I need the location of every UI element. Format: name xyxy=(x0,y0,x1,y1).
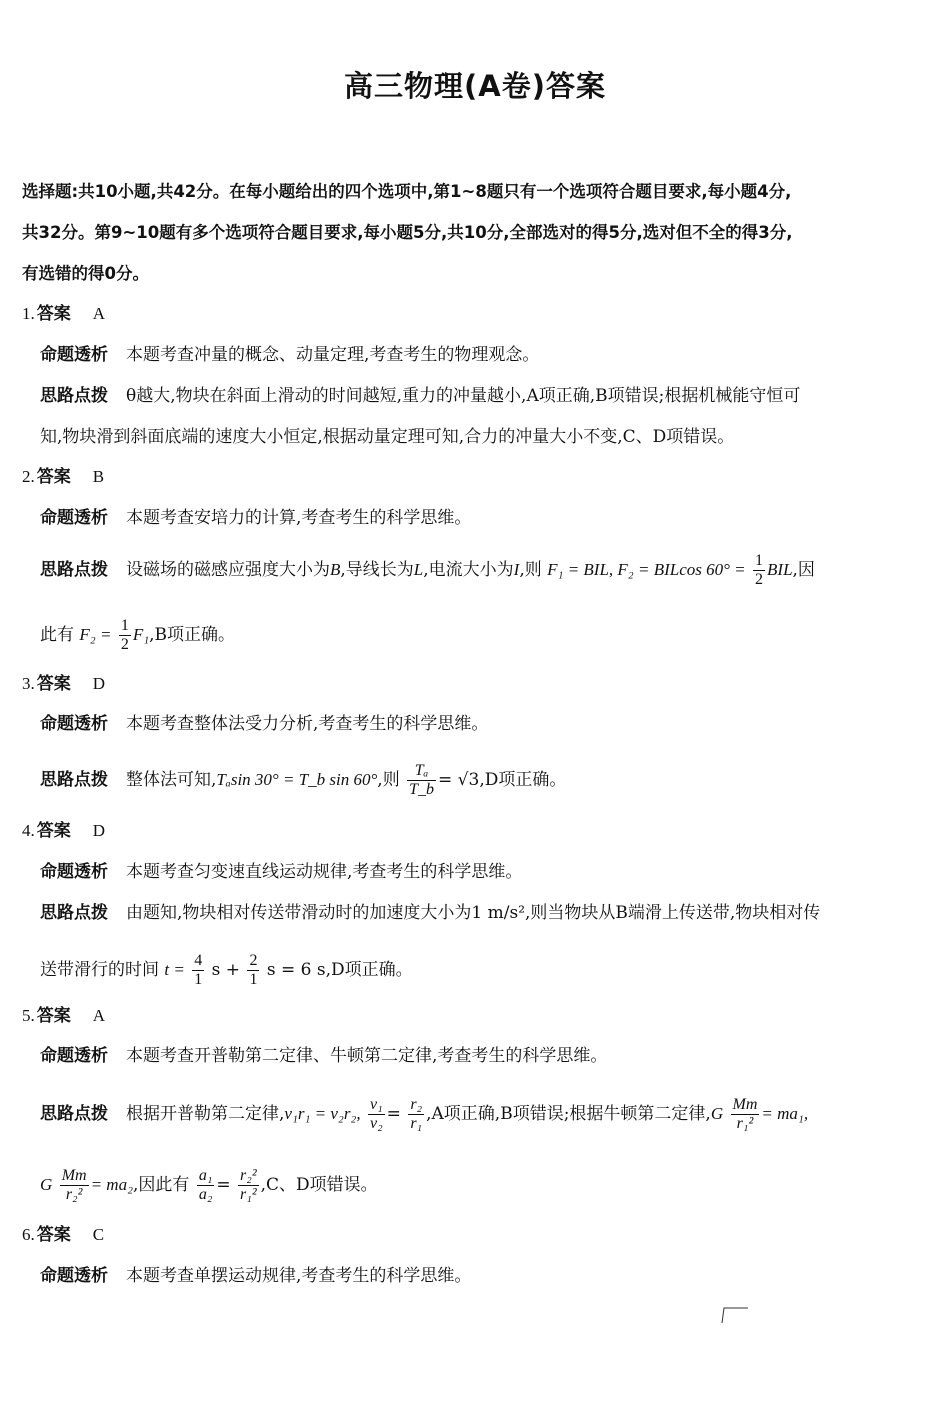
question-5-header xyxy=(22,1004,105,1028)
fraction-denominator: r₁ xyxy=(410,1115,423,1132)
fraction-denominator: a₂ xyxy=(198,1186,213,1203)
hint-label: 思路点拨 xyxy=(40,1104,108,1124)
question-3-analysis xyxy=(40,712,488,736)
fraction-denominator: 2 xyxy=(755,571,764,588)
formula: = ma₁, xyxy=(761,1104,809,1123)
fraction xyxy=(197,1167,215,1204)
formula: BIL xyxy=(767,560,793,579)
symbol-b: B xyxy=(330,560,341,579)
intro-line-2: 共32分。第9~10题有多个选项符合题目要求,每小题5分,共10分,全部选对的得5分,选对但不全的得3分, xyxy=(22,223,793,242)
fraction xyxy=(238,1167,259,1204)
formula: G xyxy=(710,1104,724,1123)
analysis-text: 本题考查匀变速直线运动规律,考查考生的科学思维。 xyxy=(126,862,523,882)
formula: F₂ = xyxy=(79,625,112,644)
fraction xyxy=(192,952,204,989)
answer-label: 答案 xyxy=(36,304,71,324)
fraction xyxy=(368,1096,385,1133)
hint-text: ,D项正确。 xyxy=(325,960,413,980)
question-4-hint-cont xyxy=(40,952,413,989)
hint-text: ,则 xyxy=(377,770,400,790)
formula: s + xyxy=(211,960,241,980)
question-1-header xyxy=(22,302,105,326)
hint-label: 思路点拨 xyxy=(40,903,108,923)
hint-text: ,因此有 xyxy=(133,1175,190,1195)
page-corner-mark xyxy=(720,1306,748,1324)
question-1-analysis xyxy=(40,343,539,367)
fraction-denominator: v₂ xyxy=(370,1115,383,1132)
question-6-header xyxy=(22,1223,104,1247)
formula: = ma₂ xyxy=(90,1175,133,1194)
analysis-text: 本题考查开普勒第二定律、牛顿第二定律,考查考生的科学思维。 xyxy=(126,1046,608,1066)
hint-text: ,则 xyxy=(519,560,542,580)
question-2-header xyxy=(22,465,104,489)
hint-text: ,C、D项错误。 xyxy=(260,1175,378,1195)
formula: s = 6 s xyxy=(266,960,326,980)
hint-text: 设磁场的磁感应强度大小为 xyxy=(126,560,330,580)
formula: = xyxy=(216,1175,231,1195)
question-number: 3. xyxy=(22,674,35,693)
fraction-denominator: T_b xyxy=(409,781,435,798)
hint-text: ,因 xyxy=(792,560,815,580)
question-1-hint-cont: 知,物块滑到斜面底端的速度大小恒定,根据动量定理可知,合力的冲量大小不变,C、D项错误。 xyxy=(40,427,735,447)
question-4-analysis xyxy=(40,860,522,884)
fraction xyxy=(753,552,765,589)
fraction-numerator: Tₐ xyxy=(407,762,436,781)
hint-text: θ越大,物块在斜面上滑动的时间越短,重力的冲量越小,A项正确,B项错误;根据机械能守恒可 xyxy=(126,386,801,406)
hint-text: 根据开普勒第二定律, xyxy=(126,1104,285,1124)
formula: G xyxy=(40,1175,53,1194)
fraction-numerator: 1 xyxy=(755,552,764,569)
hint-label: 思路点拨 xyxy=(40,386,108,406)
symbol-l: L xyxy=(413,560,424,579)
fraction-denominator: 2 xyxy=(120,636,129,653)
question-3-header xyxy=(22,672,105,696)
answer-label: 答案 xyxy=(36,1225,71,1245)
question-4-header xyxy=(22,819,105,843)
fraction-numerator: r₂² xyxy=(240,1167,257,1184)
fraction xyxy=(119,617,131,654)
fraction xyxy=(60,1167,89,1204)
hint-text: ,A项正确,B项错误;根据牛顿第二定律, xyxy=(426,1104,711,1124)
question-1-hint xyxy=(40,384,800,408)
hint-label: 思路点拨 xyxy=(40,560,108,580)
hint-label: 思路点拨 xyxy=(40,770,108,790)
question-2-hint xyxy=(40,552,815,589)
fraction-denominator: 1 xyxy=(249,971,258,988)
fraction xyxy=(407,762,436,799)
question-5-hint-cont xyxy=(40,1167,378,1204)
fraction-numerator: 4 xyxy=(194,952,203,969)
question-number: 6. xyxy=(22,1225,35,1244)
formula: F₁ = BIL, F₂ = BILcos 60° = xyxy=(547,560,746,579)
hint-text: ,D项正确。 xyxy=(479,770,567,790)
analysis-label: 命题透析 xyxy=(40,508,108,528)
fraction-numerator: 2 xyxy=(249,952,258,969)
intro-line-1: 选择题:共10小题,共42分。在每小题给出的四个选项中,第1~8题只有一个选项符合题目要求,每小题4分, xyxy=(22,182,792,201)
hint-text: ,电流大小为 xyxy=(423,560,514,580)
answer-value: B xyxy=(92,467,105,486)
fraction xyxy=(408,1096,424,1133)
question-6-analysis xyxy=(40,1264,471,1288)
question-5-hint xyxy=(40,1096,808,1133)
answer-value: C xyxy=(92,1225,105,1244)
fraction xyxy=(247,952,259,989)
fraction-numerator: r₂ xyxy=(410,1096,423,1113)
answer-label: 答案 xyxy=(36,1006,71,1026)
analysis-label: 命题透析 xyxy=(40,862,108,882)
page-title: 高三物理(A卷)答案 xyxy=(344,69,606,103)
question-2-analysis xyxy=(40,506,471,530)
hint-text: 整体法可知, xyxy=(126,770,217,790)
symbol-i: I xyxy=(513,560,520,579)
analysis-text: 本题考查安培力的计算,考查考生的科学思维。 xyxy=(126,508,472,528)
answer-value: A xyxy=(92,304,106,323)
hint-text: 此有 xyxy=(40,625,74,645)
fraction-numerator: 1 xyxy=(120,617,129,634)
fraction-denominator: 1 xyxy=(194,971,203,988)
hint-text: 送带滑行的时间 xyxy=(40,960,159,980)
hint-text: ,B项正确。 xyxy=(149,625,236,645)
intro-line-3: 有选错的得0分。 xyxy=(22,264,149,283)
answer-value: D xyxy=(92,674,106,693)
analysis-label: 命题透析 xyxy=(40,345,108,365)
analysis-label: 命题透析 xyxy=(40,1046,108,1066)
fraction-numerator: a₁ xyxy=(198,1167,213,1184)
hint-text: ,导线长为 xyxy=(340,560,414,580)
fraction-numerator: v₁ xyxy=(370,1096,383,1113)
question-3-hint xyxy=(40,762,566,799)
fraction-numerator: Mm xyxy=(732,1096,758,1113)
answer-label: 答案 xyxy=(36,821,71,841)
analysis-label: 命题透析 xyxy=(40,714,108,734)
question-4-hint xyxy=(40,901,820,925)
formula: t = xyxy=(164,960,185,979)
formula: v₁r₁ = v₂r₂, xyxy=(284,1104,361,1123)
analysis-text: 本题考查单摆运动规律,考查考生的科学思维。 xyxy=(126,1266,472,1286)
analysis-label: 命题透析 xyxy=(40,1266,108,1286)
fraction-denominator: r₁² xyxy=(736,1115,754,1132)
question-number: 1. xyxy=(22,304,35,323)
analysis-text: 本题考查冲量的概念、动量定理,考查考生的物理观念。 xyxy=(126,345,540,365)
question-2-hint-cont xyxy=(40,617,235,654)
formula: Tₐsin 30° = T_b sin 60° xyxy=(216,770,378,789)
question-5-analysis xyxy=(40,1044,607,1068)
formula: = xyxy=(386,1104,401,1124)
fraction-denominator: r₁² xyxy=(240,1186,257,1203)
answer-value: A xyxy=(92,1006,106,1025)
fraction-denominator: r₂² xyxy=(65,1186,83,1203)
question-number: 5. xyxy=(22,1006,35,1025)
analysis-text: 本题考查整体法受力分析,考查考生的科学思维。 xyxy=(126,714,489,734)
answer-label: 答案 xyxy=(36,467,71,487)
hint-text: 由题知,物块相对传送带滑动时的加速度大小为1 m/s²,则当物块从B端滑上传送带,物块相对传 xyxy=(126,903,821,923)
formula: F₁ xyxy=(132,625,150,644)
question-number: 4. xyxy=(22,821,35,840)
answer-value: D xyxy=(92,821,106,840)
question-number: 2. xyxy=(22,467,35,486)
fraction-numerator: Mm xyxy=(61,1167,87,1184)
formula: = √3 xyxy=(438,770,480,790)
fraction xyxy=(731,1096,760,1133)
answer-label: 答案 xyxy=(36,674,71,694)
